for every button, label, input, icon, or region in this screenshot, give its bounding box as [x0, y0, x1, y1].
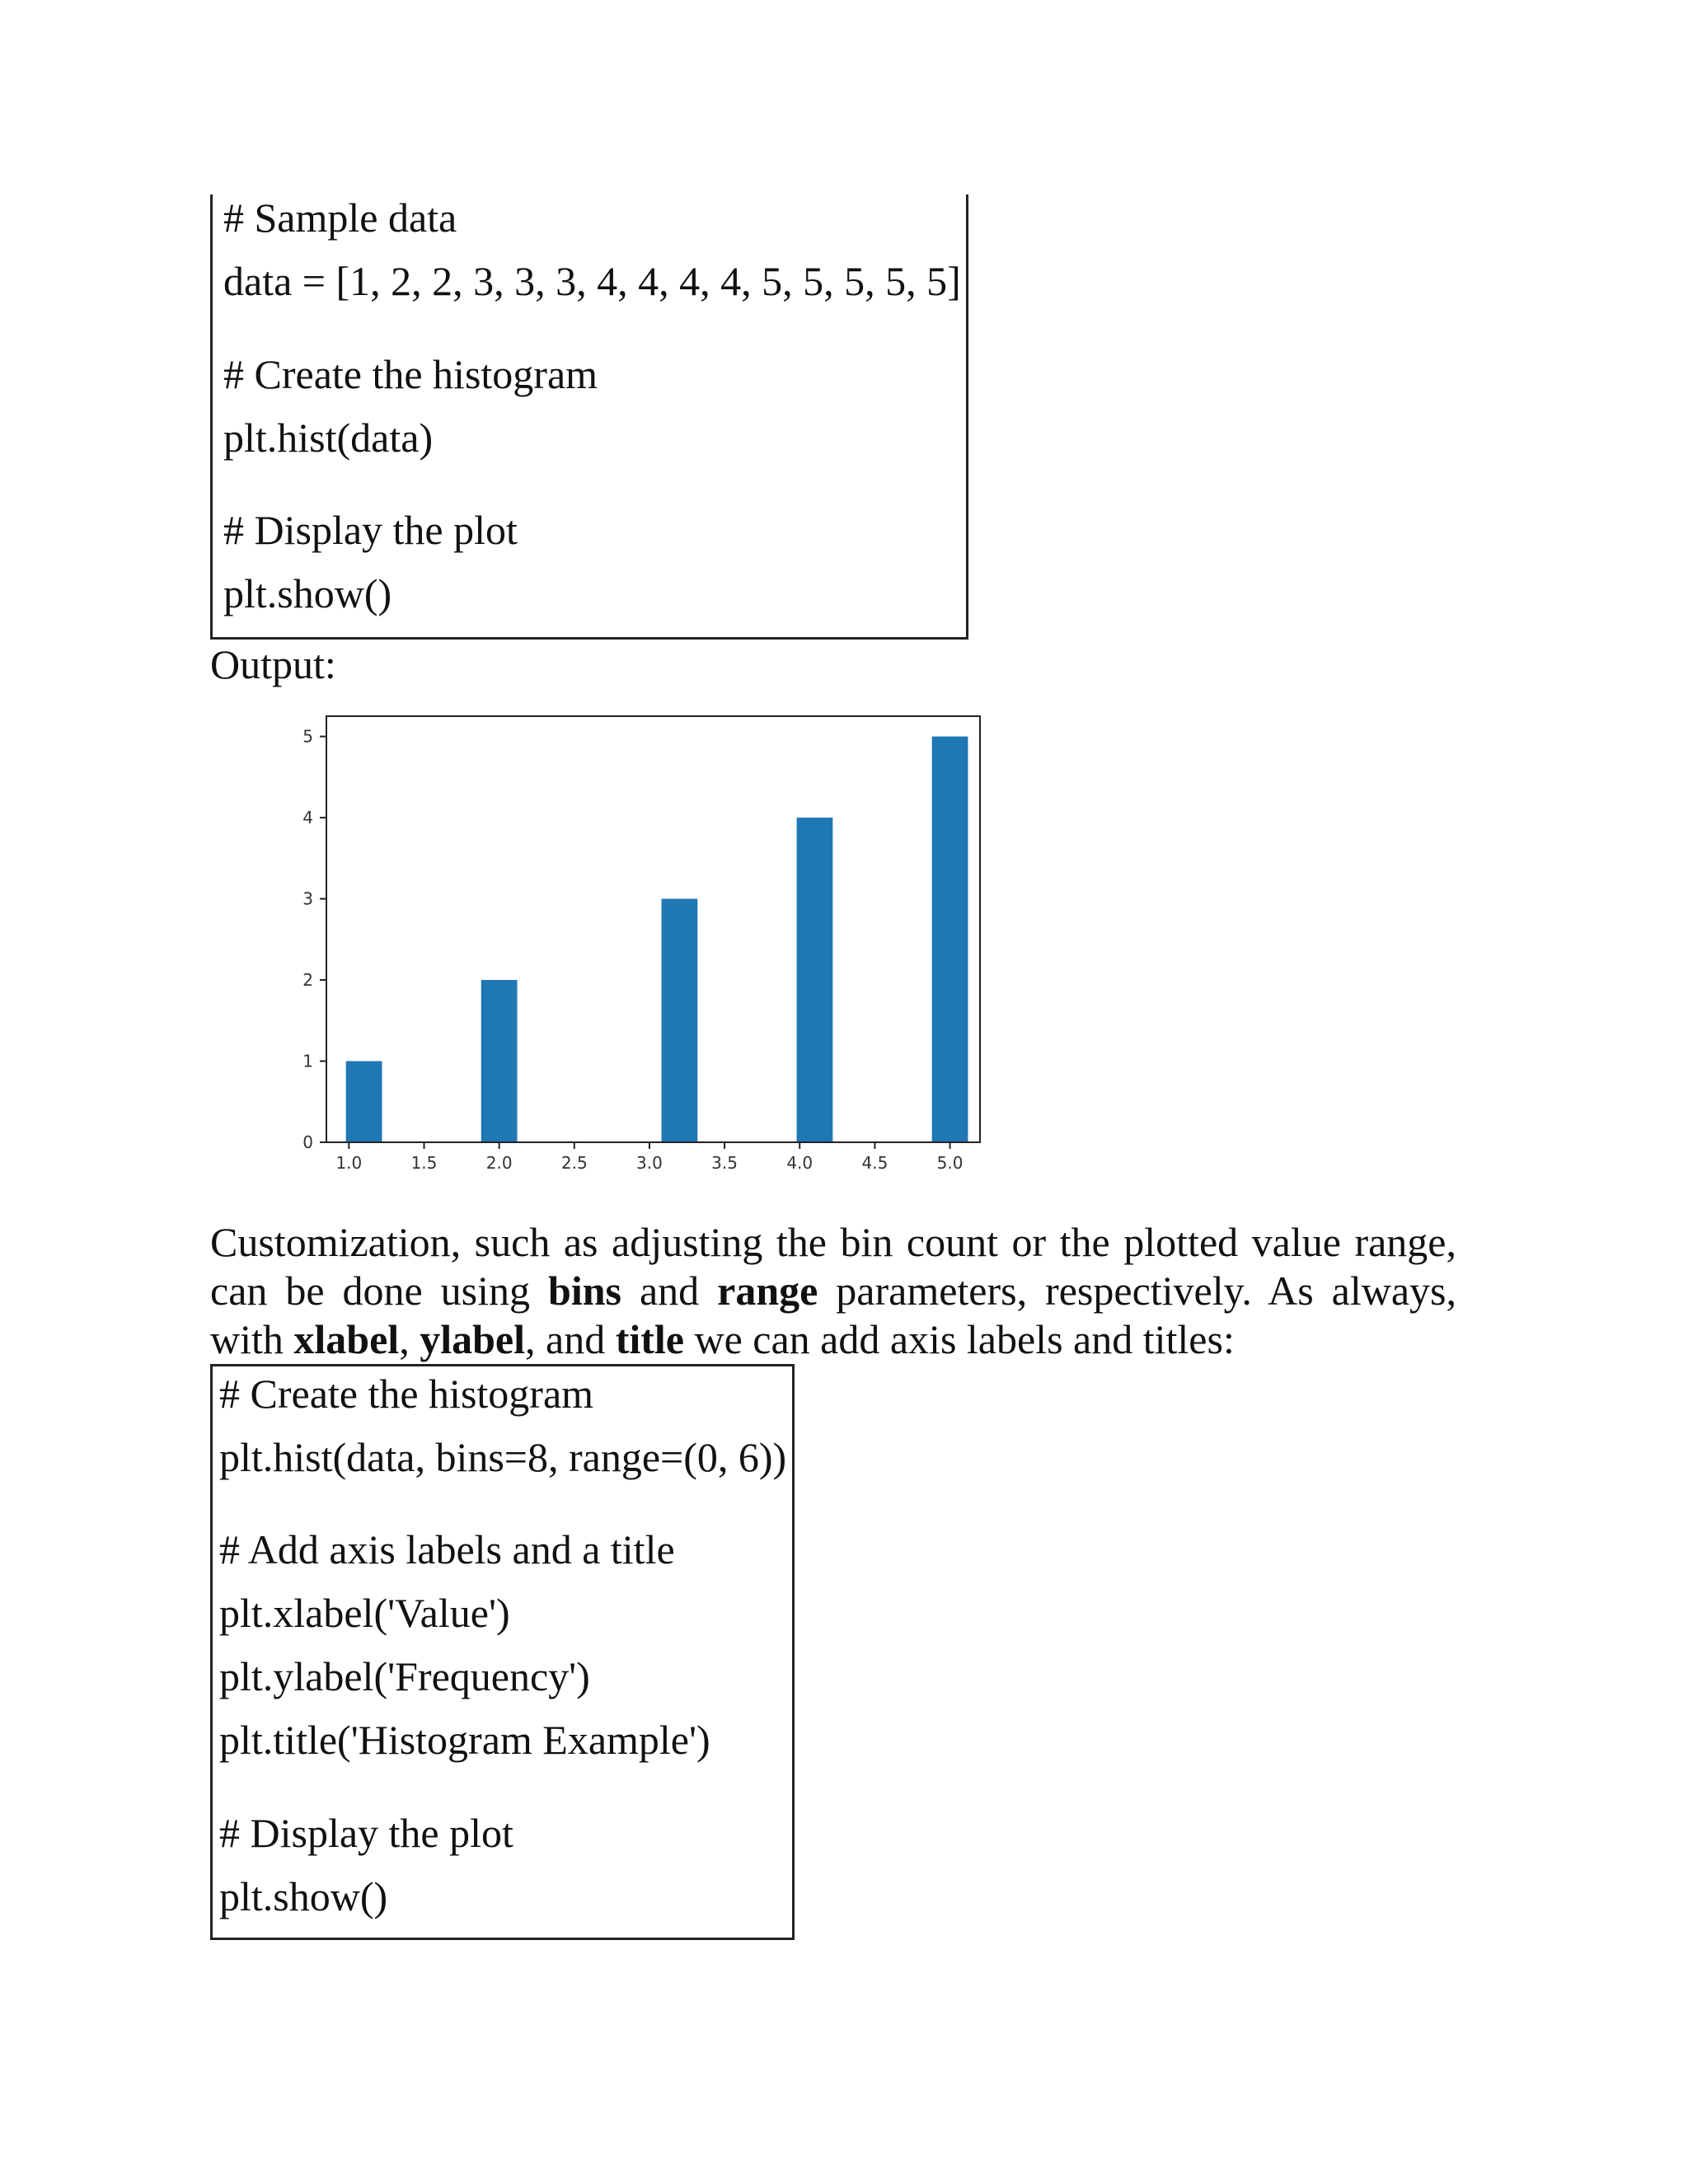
- code-line: plt.hist(data, bins=8, range=(0, 6)): [219, 1434, 787, 1480]
- code-line: # Display the plot: [223, 507, 518, 553]
- code-line: plt.hist(data): [223, 415, 434, 461]
- paragraph-text: parameters, respectively. As always, with: [210, 1268, 1456, 1362]
- x-tick-label: 1.5: [410, 1153, 438, 1173]
- keyword-title: title: [615, 1316, 684, 1362]
- code-line: # Sample data: [223, 194, 457, 241]
- code-line: plt.xlabel('Value'): [219, 1590, 510, 1636]
- x-tick-label: 3.0: [636, 1153, 663, 1173]
- code-line: plt.show(): [223, 570, 392, 616]
- y-tick-label: 4: [302, 808, 313, 828]
- x-tick-label: 4.5: [861, 1153, 889, 1173]
- x-tick-label: 5.0: [936, 1153, 964, 1173]
- x-tick-label: 2.5: [560, 1153, 588, 1173]
- y-tick-label: 1: [302, 1051, 313, 1071]
- code-block-2: [210, 1364, 795, 1940]
- paragraph-text: , and: [525, 1316, 616, 1362]
- keyword-bins: bins: [548, 1268, 621, 1314]
- keyword-range: range: [717, 1268, 818, 1314]
- output-label: Output:: [210, 641, 336, 687]
- paragraph-text: we can add axis labels and titles:: [683, 1316, 1235, 1362]
- code-line: plt.ylabel('Frequency'): [219, 1653, 590, 1699]
- x-tick-label: 4.0: [786, 1153, 814, 1173]
- code-line: # Display the plot: [219, 1810, 513, 1856]
- x-tick-label: 1.0: [335, 1153, 363, 1173]
- histogram-bar-3: [662, 899, 698, 1142]
- keyword-ylabel: ylabel: [420, 1316, 525, 1362]
- code-line: # Create the histogram: [219, 1371, 594, 1417]
- code-line: # Add axis labels and a title: [219, 1526, 675, 1572]
- histogram-bar-5: [932, 737, 968, 1142]
- code-line: data = [1, 2, 2, 3, 3, 3, 4, 4, 4, 4, 5, 5, 5, 5, 5]: [223, 258, 961, 304]
- x-tick-label: 2.0: [485, 1153, 513, 1173]
- paragraph-text: Customization, such as adjusting the bin count or the plotted value range, can be done using: [210, 1219, 1456, 1314]
- histogram-bar-1: [346, 1062, 382, 1142]
- y-tick-label: 5: [302, 726, 313, 747]
- histogram-chart: [280, 709, 989, 1187]
- y-tick-label: 0: [302, 1132, 313, 1152]
- y-tick-label: 2: [302, 970, 313, 991]
- code-line: # Create the histogram: [223, 351, 598, 397]
- explanation-paragraph: [210, 1218, 1456, 1364]
- paragraph-text: and: [621, 1268, 718, 1314]
- histogram-bar-2: [481, 980, 518, 1142]
- histogram-bar-4: [797, 818, 833, 1142]
- plot-frame: [326, 716, 980, 1142]
- code-line: plt.title('Histogram Example'): [219, 1717, 710, 1763]
- x-tick-label: 3.5: [711, 1153, 738, 1173]
- keyword-xlabel: xlabel: [293, 1316, 400, 1362]
- y-tick-label: 3: [302, 888, 313, 909]
- code-line: plt.show(): [219, 1873, 388, 1919]
- paragraph-text: ,: [399, 1316, 420, 1362]
- code-block-1: [210, 194, 968, 640]
